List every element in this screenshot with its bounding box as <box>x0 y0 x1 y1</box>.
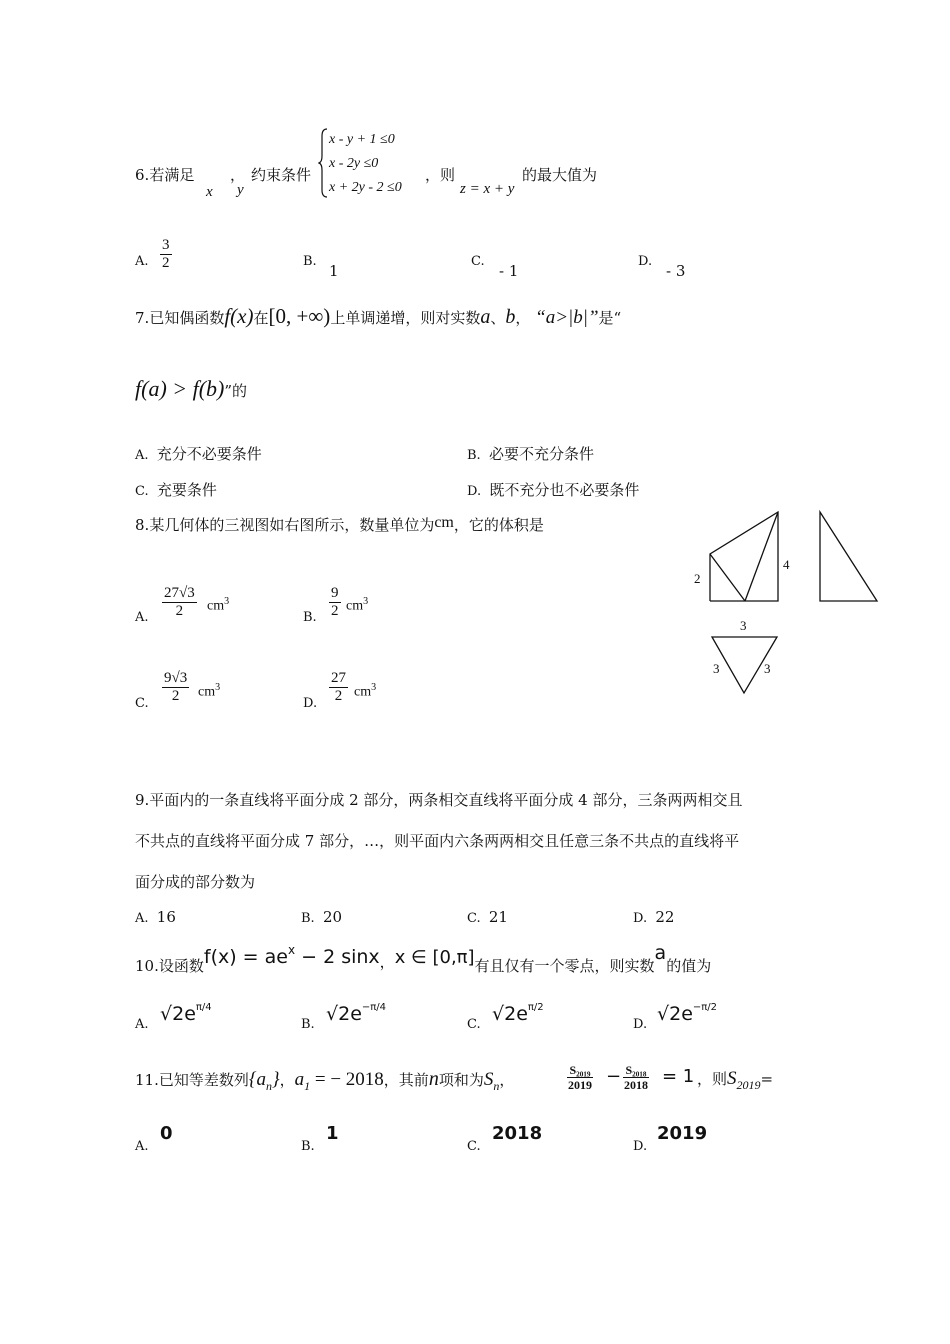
q10-comma: ， <box>379 953 395 971</box>
q7-condition2: f(a) > f(b) <box>135 376 225 401</box>
q7-condition: “a>|b|” <box>535 307 599 328</box>
q6-stem <box>135 164 194 185</box>
q6-option-d-letter: D. <box>638 254 653 269</box>
q8-text2: ，它的体积是 <box>453 516 544 534</box>
q7-text4: ， <box>515 309 531 327</box>
q6-constraint-3: x + 2y - 2 ≤0 <box>329 180 402 195</box>
q6-option-a-den: 2 <box>162 255 170 271</box>
q7-text1: 已知偶函数 <box>149 309 225 327</box>
q7-option-d-text: 既不充分也不必要条件 <box>489 481 640 499</box>
q9-option-a <box>135 908 176 926</box>
q11-text1: 已知等差数列 <box>158 1071 249 1089</box>
q10-option-d-letter: D. <box>633 1017 648 1032</box>
q11-sn-sub: n <box>493 1078 500 1093</box>
q11-a1 <box>294 1069 384 1093</box>
q8-unit: cm <box>434 514 454 531</box>
q10-function-exp: x <box>287 943 296 957</box>
q11-sequence-base: {a <box>248 1069 266 1090</box>
q11-a1-value: = − 2018 <box>310 1069 384 1090</box>
q11-frac2 <box>622 1063 650 1092</box>
q11-sn-base: S <box>483 1069 494 1090</box>
q8-label-top-top: 3 <box>740 618 747 633</box>
q11-stem-end <box>697 1068 773 1093</box>
q7-number: 7. <box>135 309 150 327</box>
q11-sequence <box>248 1069 280 1093</box>
q7-option-b <box>467 443 594 464</box>
q10-function-base: f(x) = ae <box>203 946 288 968</box>
q11-frac1-num: S₂₀₁₉ <box>569 1063 591 1077</box>
q8-label-top-left: 3 <box>713 661 720 676</box>
q9-line3: 面分成的部分数为 <box>135 873 256 891</box>
q7-text3: 上单调递增，则对实数 <box>330 309 481 327</box>
q11-s2019-sub: 2019 <box>736 1077 761 1092</box>
q10-function-rest: − 2 sinx <box>295 946 380 968</box>
q10-option-a-letter: A. <box>135 1017 149 1032</box>
q11-option-a-text: 0 <box>160 1123 173 1144</box>
q7-text2: 在 <box>253 309 269 327</box>
q11-option-c-letter: C. <box>467 1139 481 1154</box>
q9-option-d <box>633 908 674 926</box>
q11-option-b-text: 1 <box>326 1123 339 1144</box>
q8-front-view-outline <box>710 512 778 601</box>
q10-option-b-exp: −π/4 <box>361 1002 387 1013</box>
q8-number: 8. <box>135 516 150 534</box>
q8-option-b-frac <box>329 585 341 620</box>
q7-option-c-text: 充要条件 <box>156 481 217 499</box>
q10-option-d-value <box>657 1002 717 1025</box>
q11-a1-sub: 1 <box>304 1078 311 1093</box>
q8-option-d-den: 2 <box>334 688 343 704</box>
q6-number: 6. <box>135 166 150 184</box>
q8-option-c-unit-text: cm <box>198 684 216 700</box>
q10-option-a-base: √2e <box>160 1003 196 1025</box>
q6-option-a-value <box>160 237 172 272</box>
q9-option-b-letter: B. <box>301 911 315 926</box>
q6-objective: z = x + y <box>460 181 515 197</box>
q6-option-b-letter: B. <box>303 254 317 269</box>
q6-constraint-2: x - 2y ≤0 <box>329 156 379 171</box>
q11-option-b-letter: B. <box>301 1139 315 1154</box>
q11-frac1 <box>566 1063 594 1092</box>
q9-line2: 不共点的直线将平面分成 7 部分，…，则平面内六条两两相交且任意三条不共点的直线将平 <box>135 832 740 850</box>
q11-var-n: n <box>428 1068 439 1090</box>
q9-option-a-letter: A. <box>135 911 149 926</box>
q7-option-a-text: 充分不必要条件 <box>156 445 262 463</box>
q8-front-view-line-2 <box>745 512 778 601</box>
q10-text2: 有且仅有一个零点，则实数 <box>474 957 655 975</box>
q8-option-c-den: 2 <box>171 688 180 704</box>
q9-option-c-letter: C. <box>467 911 481 926</box>
q7-var-a: a <box>480 306 491 328</box>
q7-sep: 、 <box>490 309 506 327</box>
q8-option-c-exp: 3 <box>215 682 221 693</box>
q6-option-b-value: 1 <box>329 262 339 280</box>
q11-number: 11. <box>135 1071 159 1089</box>
q11-text2: ，其前 <box>383 1071 429 1089</box>
q6-text1: 若满足 <box>149 166 195 184</box>
q11-frac2-den: 2018 <box>624 1078 648 1092</box>
q7-option-c-letter: C. <box>135 484 149 499</box>
q7-option-b-letter: B. <box>467 448 481 463</box>
q8-side-view <box>820 512 877 601</box>
q6-option-c-letter: C. <box>471 254 485 269</box>
q8-option-b-unit <box>346 596 368 615</box>
q7-option-d <box>467 479 639 500</box>
q7-var-b: b <box>505 306 516 328</box>
q8-option-b-letter: B. <box>303 610 317 625</box>
q8-option-d-letter: D. <box>303 696 318 711</box>
q7-interval: [0, +∞) <box>268 304 331 328</box>
q11-equals-one: = 1 <box>662 1066 695 1087</box>
q8-option-d-num: 27 <box>331 670 346 686</box>
q10-text3: 的值为 <box>666 957 712 975</box>
q8-option-d-unit-text: cm <box>354 684 372 700</box>
q6-text2: 约束条件 <box>251 166 312 184</box>
q7-text6: ”的 <box>224 382 248 400</box>
q7-fx: f(x) <box>224 304 254 328</box>
q10-stem <box>135 942 711 976</box>
q6-text3: ，则 <box>425 166 456 184</box>
q9-option-d-letter: D. <box>633 911 648 926</box>
q11-a1-base: a <box>294 1069 305 1090</box>
q8-option-b-num: 9 <box>331 585 339 601</box>
q8-option-a-letter: A. <box>135 610 149 625</box>
q7-option-a <box>135 443 262 464</box>
q11-option-c-text: 2018 <box>492 1123 543 1144</box>
q11-text3: 项和为 <box>438 1071 484 1089</box>
q9-option-d-text: 22 <box>655 908 675 926</box>
q6-constraints <box>329 128 402 200</box>
q10-text1: 设函数 <box>158 957 204 975</box>
q11-s2019 <box>727 1068 761 1092</box>
q11-comma1: ， <box>279 1071 295 1089</box>
q8-option-b-den: 2 <box>331 603 339 619</box>
q8-front-view-line-1 <box>710 554 745 601</box>
q8-option-c-unit <box>198 682 220 701</box>
q10-option-c-exp: π/2 <box>527 1002 544 1013</box>
q7-option-c <box>135 479 217 500</box>
q11-option-a-letter: A. <box>135 1139 149 1154</box>
q6-comma: ， <box>230 166 246 184</box>
q11-frac1-den: 2019 <box>568 1078 592 1092</box>
q8-three-view-figure <box>680 505 890 705</box>
q8-option-d-unit <box>354 682 376 701</box>
q10-number: 10. <box>135 957 159 975</box>
q10-option-a-value <box>160 1002 212 1025</box>
q8-option-a-frac <box>162 585 197 620</box>
q9-option-b <box>301 908 342 926</box>
q10-option-a-exp: π/4 <box>195 1002 212 1013</box>
q6-option-a-letter: A. <box>135 254 149 269</box>
q8-option-a-unit <box>207 596 229 615</box>
q7-option-b-text: 必要不充分条件 <box>488 445 594 463</box>
q10-var-a: a <box>654 942 667 964</box>
q11-sequence-sub: n <box>265 1078 272 1093</box>
q8-label-front-left: 2 <box>694 571 701 586</box>
q9-option-c <box>467 908 508 926</box>
q8-text1: 某几何体的三视图如右图所示，数量单位为 <box>149 516 435 534</box>
q11-sn <box>483 1069 500 1093</box>
q7-stem-line1 <box>135 304 621 329</box>
q11-s2019-base: S <box>727 1068 737 1089</box>
q10-option-c-base: √2e <box>492 1003 528 1025</box>
q8-stem <box>135 514 544 535</box>
q9-option-b-text: 20 <box>322 908 343 926</box>
q11-minus: − <box>606 1066 622 1087</box>
q8-option-b-exp: 3 <box>363 596 369 607</box>
q11-sequence-end: } <box>271 1069 280 1090</box>
q8-option-c-frac <box>162 670 189 705</box>
q8-option-d-frac <box>329 670 348 705</box>
q9-line1: 9.平面内的一条直线将平面分成 2 部分，两条相交直线将平面分成 4 部分，三条两两相交且 <box>135 791 743 809</box>
q11-option-d-text: 2019 <box>657 1123 708 1144</box>
q6-option-c-value: - 1 <box>499 262 519 280</box>
q7-option-d-letter: D. <box>467 484 482 499</box>
q7-stem-line2 <box>135 376 247 402</box>
q10-function <box>203 943 380 968</box>
q6-text4: 的最大值为 <box>522 166 598 184</box>
q6-constraint-1: x - y + 1 ≤0 <box>329 132 395 147</box>
q8-option-a-den: 2 <box>175 603 184 619</box>
q8-option-a-num: 27√3 <box>164 585 195 601</box>
q11-stem <box>135 1068 514 1094</box>
q11-text4: ，则 <box>697 1070 728 1088</box>
q8-option-a-unit-text: cm <box>207 598 225 614</box>
q8-option-c-num: 9√3 <box>164 670 188 686</box>
q6-var-x: x <box>206 184 213 200</box>
q10-option-b-base: √2e <box>326 1003 362 1025</box>
q11-option-d-letter: D. <box>633 1139 648 1154</box>
q8-label-top-right: 3 <box>764 661 771 676</box>
q8-option-a-exp: 3 <box>224 596 230 607</box>
q10-option-d-exp: −π/2 <box>692 1002 718 1013</box>
q7-option-a-letter: A. <box>135 448 149 463</box>
q10-option-c-letter: C. <box>467 1017 481 1032</box>
q9-option-a-text: 16 <box>156 908 176 926</box>
q11-frac2-num: S₂₀₁₈ <box>625 1063 647 1077</box>
q10-option-b-letter: B. <box>301 1017 315 1032</box>
q6-option-d-value: - 3 <box>666 262 686 280</box>
q6-var-y: y <box>237 182 244 198</box>
q6-brace <box>318 128 328 198</box>
q10-option-d-base: √2e <box>657 1003 693 1025</box>
q11-text5: = <box>760 1070 774 1088</box>
q9-option-c-text: 21 <box>488 908 508 926</box>
q8-label-front-right: 4 <box>783 557 790 572</box>
q10-domain: x ∈ [0,π] <box>394 947 475 968</box>
q7-text5: 是“ <box>598 309 622 327</box>
q8-option-c-letter: C. <box>135 696 149 711</box>
q10-option-c-value <box>492 1002 544 1025</box>
q6-option-a-num: 3 <box>162 237 170 253</box>
q8-option-d-exp: 3 <box>371 682 377 693</box>
q10-option-b-value <box>326 1002 386 1025</box>
q11-comma2: ， <box>499 1071 515 1089</box>
q8-option-b-unit-text: cm <box>346 598 364 614</box>
